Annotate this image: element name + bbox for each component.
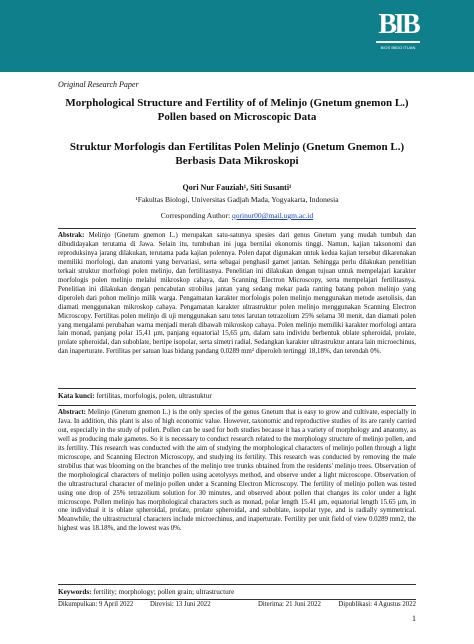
- divider-middle-2: [58, 405, 416, 406]
- corresponding-email-link[interactable]: qorinur00@mail.ugm.ac.id: [231, 211, 314, 220]
- logo-subtitle: BIOS IBIDO ITUAN: [380, 45, 416, 50]
- divider-middle-1: [58, 388, 416, 389]
- journal-logo: [376, 10, 420, 58]
- keywords-text: fertility; morphology; pollen grain; ultrastructure: [93, 588, 235, 596]
- publication-dates: [58, 601, 416, 608]
- abstract-label: Abstract:: [58, 409, 86, 416]
- page-number: 1: [412, 614, 416, 623]
- kata-kunci: [58, 392, 416, 400]
- date-submitted: Dikumpulkan: 9 April 2022: [58, 601, 134, 608]
- title-indonesian-line1: Struktur Morfologis dan Fertilitas Polen Melinjo (Gnetum Gnemon L.): [69, 141, 405, 153]
- divider-top: [58, 228, 416, 229]
- kata-kunci-label: Kata kunci:: [58, 392, 95, 400]
- authors: Qori Nur Fauziah¹, Siti Susanti¹: [182, 183, 292, 192]
- kata-kunci-text: fertilitas, morfologis, polen, ultrastuktur: [96, 392, 212, 400]
- title-english: [58, 96, 416, 124]
- affiliation: ¹Fakultas Biologi, Universitas Gadjah Mada, Yogyakarta, Indonesia: [135, 195, 339, 204]
- title-english-line1: Morphological Structure and Fertility of of Melinjo (Gnetum gnemon L.): [65, 97, 409, 109]
- title-english-line2: Pollen based on Microscopic Data: [157, 111, 317, 123]
- journal-header-band: [0, 0, 474, 72]
- date-accepted: Diterima: 21 Juni 2022: [258, 601, 321, 608]
- divider-bottom-1: [58, 584, 416, 585]
- title-indonesian: [58, 140, 416, 168]
- date-revised: Direvisi: 13 Juni 2022: [150, 601, 211, 608]
- article-type: Original Research Paper: [58, 80, 139, 89]
- abstrak-label: Abstrak:: [58, 232, 85, 239]
- title-indonesian-line2: Berbasis Data Mikroskopi: [175, 155, 299, 167]
- keywords: [58, 588, 416, 596]
- logo-divider: [376, 41, 420, 43]
- corresponding-label: Corresponding Author:: [160, 211, 231, 220]
- abstrak-paragraph: [58, 232, 416, 357]
- abstract-paragraph: [58, 409, 416, 534]
- date-published: Dipublikasi: 4 Agustus 2022: [338, 601, 416, 608]
- abstrak-text: Melinjo (Gnetum gnemon L.) merupakan satu-satunya spesies dari genus Gnetum yang mudah tumbuh dan dibudidayakan terutama di Jawa. Selain itu, tumbuhan ini juga bernilai ekonomis tinggi. Namun, kajian taksonomi dan reproduksinya jarang dilakukan, terutama pada kajian polennya. Polen dapat digunakan untuk kedua kajian tersebut dikarenakan memiliki morfologi, dan anatomi yang bervariasi, serta sebagai penghasil gamet jantan. Sehingga perlu dilakukan penelitian terkait struktur morfologi polen melinjo, dan fertilitasnya. Penelitian ini dilakukan dengan tujuan untuk mempelajari karakter morfologis polen melinjo melalui mikroskop cahaya, dan Scanning Electron Microscopy, serta mempelajari fertilitasnya. Penelitian ini dilakukan dengan pencabutan strobilus jantan yang sedang mekar pada ranting batang pohon melinjo yang diperoleh dari pohon melinjo milik warga. Pengamatan karakter morfologis polen melinjo menggunakan metode asetolisis, dan diamati menggunakan mikroskop cahaya. Pengamatan karakter ultrastruktur polen melinjo menggunakan Scanning Electron Microscopy. Fertilitas polen melinjo di uji menggunakan satu tetes larutan tetrazolium 25% selama 30 menit, dan diamati polen yang mengalami perubahan warna menjadi merah dibawah mikroskop cahaya. Polen melinjo memiliki karakter morfologi antara lain monad, panjang polar 15,41 μm, panjang equatorial 15,65 μm, dalam satu individu berbentuk oblate spheroidal, prolate, prolate spheroidal, dan suboblate, bertipe isopolar, serta simetri radial. Sedangkan karakter ultrastruktur antara lain microechinus, dan inaperturate. Fertilitas per satuan luas bidang pandang 0.0289 mm² diperoleh tertinggi 18,18%, dan terendah 0%.: [58, 232, 416, 356]
- keywords-label: Keywords:: [58, 588, 92, 596]
- divider-bottom-2: [58, 599, 416, 600]
- logo-mark: BIB: [378, 9, 418, 40]
- corresponding-author: [58, 211, 416, 220]
- abstract-text: Melinjo (Gnetum gnemon L.) is the only species of the genus Gnetum that is easy to grow and cultivate, especially in Java. In addition, this plant is also of high economic value. However, taxonomic and reproductive studies of its are rarely carried out, especially in the study of pollen. Pollen can be used for both studies because it has a variety of morphology and anatomy, as well as producing male gametes. So it is necessary to conduct research related to the morphology structure of melinjo pollen, and its fertility. This research was conducted with the aim of studying the morphological characters of melinjo pollen through a light microscope, and Scanning Electron Microscopy, and studying its fertility. This research was conducted by removing the male strobilus that was blooming on the branches of the melinjo tree trunks obtained from the residents' melinjo trees. Observation of the morphological characters of melinjo pollen using acetolysys method, and observe under a light microscope. Observation of the ultrastructural character of melinjo pollen under a Scanning Electron Microscopy. The fertility of melinjo pollen was tested using one drop of 25% tetrazolium solution for 30 minutes, and observed about pollen that changes its color under a light microscope. Pollen melinjo has morphological characters such as monad, polar length 15.41 μm, equatorial length 15.65 μm, in one individual it is oblate spheroidal, prolate, prolate spheroidal, and suboblate, isopolar type, and is radially symmetrical. Meanwhile, the ultrastructural characters include microechinus, and inaperturate. Fertility per unit field of view 0.0289 mm2, the highest was 18.18%, and the lowest was 0%.: [58, 409, 416, 533]
